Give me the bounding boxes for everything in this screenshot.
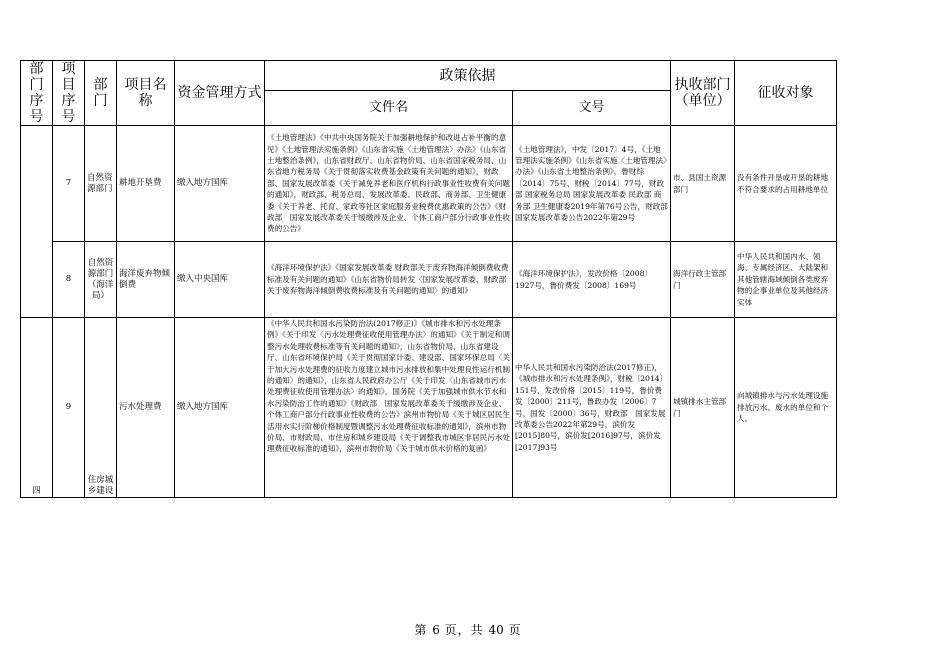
doc-name: 《中华人民共和国水污染防治法(2017修正)》《城市排水和污水处理条例》《关于印发〈污水处理费征收使用管理办法〉的通知》《关于制定和调整污水处理收费标准等有关问题的通知》，山东省物价局、山东省建设厅、山东省环境保护局《关于贯彻国家计委、建设部、国家环保总局〈关于加大污水处理费的征收力度建立城市污水排放和集中处理良性运行机制的通知〉的通知》，山东省人民政府办公厅《关于印发〈山东省城市污水处理费征收使用管理办法〉的通知》，国务院《关于加强城市供水节水和水污染防治工作的通知》《财政部 国家发展改革委关于缓缴涉及企业、个体工商户部分行政事业性收费的公告》滨州市物价局《关于城区居民生活用水实行阶梯价格制度暨调整污水处理费征收标准的通知》，滨州市物价局、市财政局、市住房和城乡建设局《关于调整我市城区非居民污水处理费征收标准的通知》，滨州市物价局《关于城市供水价格的复函》 xyxy=(265,318,513,498)
header-fund-mgmt: 资金管理方式 xyxy=(175,61,265,126)
header-dept: 部门 xyxy=(85,61,117,126)
fee-table xyxy=(20,60,837,498)
header-doc-no: 文号 xyxy=(513,91,671,126)
doc-no: 中华人民共和国水污染防治法(2017修正)，《城市排水和污水处理条例》，财税〔2014〕151号，发改价格〔2015〕119号，鲁价费发〔2000〕211号，鲁政办发〔2006〕7号，国发〔2000〕36号，财政部 国家发展改革委公告2022年第29号，滨价发[2015]80号，滨价发[2016]97号，滨价发[2017]93号 xyxy=(513,318,671,498)
item-no: 8 xyxy=(53,242,85,318)
footer-prefix: 第 xyxy=(414,623,428,637)
dept: 自然资源部门 xyxy=(85,126,117,242)
header-doc-name: 文件名 xyxy=(265,91,513,126)
footer-mid: 页，共 xyxy=(444,623,484,637)
footer-suffix: 页 xyxy=(508,623,522,637)
page-footer xyxy=(0,621,936,638)
header-policy-basis: 政策依据 xyxy=(265,61,671,91)
dept-no-cell-blank xyxy=(21,126,53,318)
table-row xyxy=(21,318,837,498)
table-row xyxy=(21,126,837,242)
header-collect-obj: 征收对象 xyxy=(735,61,837,126)
doc-name: 《土地管理法》《中共中央国务院关于加强耕地保护和改进占补平衡的意见》《土地管理法实施条例》《山东省实施〈土地管理法〉办法》《山东省土地整治条例》，山东省财政厅、山东省物价局、山东省国家税务局、山东省地方税务局《关于贯彻落实收费基金政策有关问题的通知》，财政部、国家发展改革委《关于减免养老和医疗机构行政事业性收费有关问题的通知》，财政部、税务总局、发展改革委、民政部、商务部、卫生健康委《关于养老、托育、家政等社区家庭服务业税费优惠政策的公告》《财政部 国家发展改革委关于缓缴涉及企业、个体工商户部分行政事业性收费的公告》 xyxy=(265,126,513,242)
header-enforce-dept: 执收部门（单位） xyxy=(671,61,735,126)
table-row xyxy=(21,242,837,318)
enforce-dept: 市、县国土资源部门 xyxy=(671,126,735,242)
header-dept-no: 部门序号 xyxy=(21,61,53,126)
footer-page-number: 6 xyxy=(432,623,440,637)
enforce-dept: 城镇排水主管部门 xyxy=(671,318,735,498)
collect-obj: 中华人民共和国内水、领海、专属经济区、大陆架和其他管辖海域倾倒各类废弃物的企事业单位及其他经济实体 xyxy=(735,242,837,318)
dept-no: 四 xyxy=(21,318,53,498)
header-item-no: 项目序号 xyxy=(53,61,85,126)
dept: 住房城乡建设 xyxy=(85,318,117,498)
project-name: 海洋废弃物倾倒费 xyxy=(117,242,175,318)
project-name: 耕地开垦费 xyxy=(117,126,175,242)
doc-name: 《海洋环境保护法》《国家发展改革委 财政部关于废弃物海洋倾倒费收费标准及有关问题的通知》《山东省物价局转发〈国家发展改革委、财政部关于废弃物海洋倾倒费收费标准及有关问题的通知〉的通知》 xyxy=(265,242,513,318)
fund-mgmt: 缴入地方国库 xyxy=(175,318,265,498)
footer-total-pages: 40 xyxy=(488,623,504,637)
fund-mgmt: 缴入中央国库 xyxy=(175,242,265,318)
project-name: 污水处理费 xyxy=(117,318,175,498)
fund-mgmt: 缴入地方国库 xyxy=(175,126,265,242)
doc-no: 《土地管理法》，中发〔2017〕4号，《土地管理法实施条例》《山东省实施〈土地管理法〉办法》《山东省土地整治条例》，鲁财综〔2014〕75号、财税〔2014〕77号，财政部 国家税务总局 国家发展改革委 民政部 商务部 卫生健康委2019年第76号公告，财政部 国家发展改革委公告2022年第29号 xyxy=(513,126,671,242)
item-no: 7 xyxy=(53,126,85,242)
collect-obj: 没有条件开垦或开垦的耕地不符合要求的占用耕地单位 xyxy=(735,126,837,242)
doc-no: 《海洋环境保护法》，发改价格〔2008〕1927号，鲁价费发〔2008〕169号 xyxy=(513,242,671,318)
enforce-dept: 海洋行政主管部门 xyxy=(671,242,735,318)
item-no: 9 xyxy=(53,318,85,498)
header-project-name: 项目名称 xyxy=(117,61,175,126)
dept: 自然资源部门（海洋局） xyxy=(85,242,117,318)
collect-obj: 向城镇排水与污水处理设施排放污水、废水的单位和个人。 xyxy=(735,318,837,498)
